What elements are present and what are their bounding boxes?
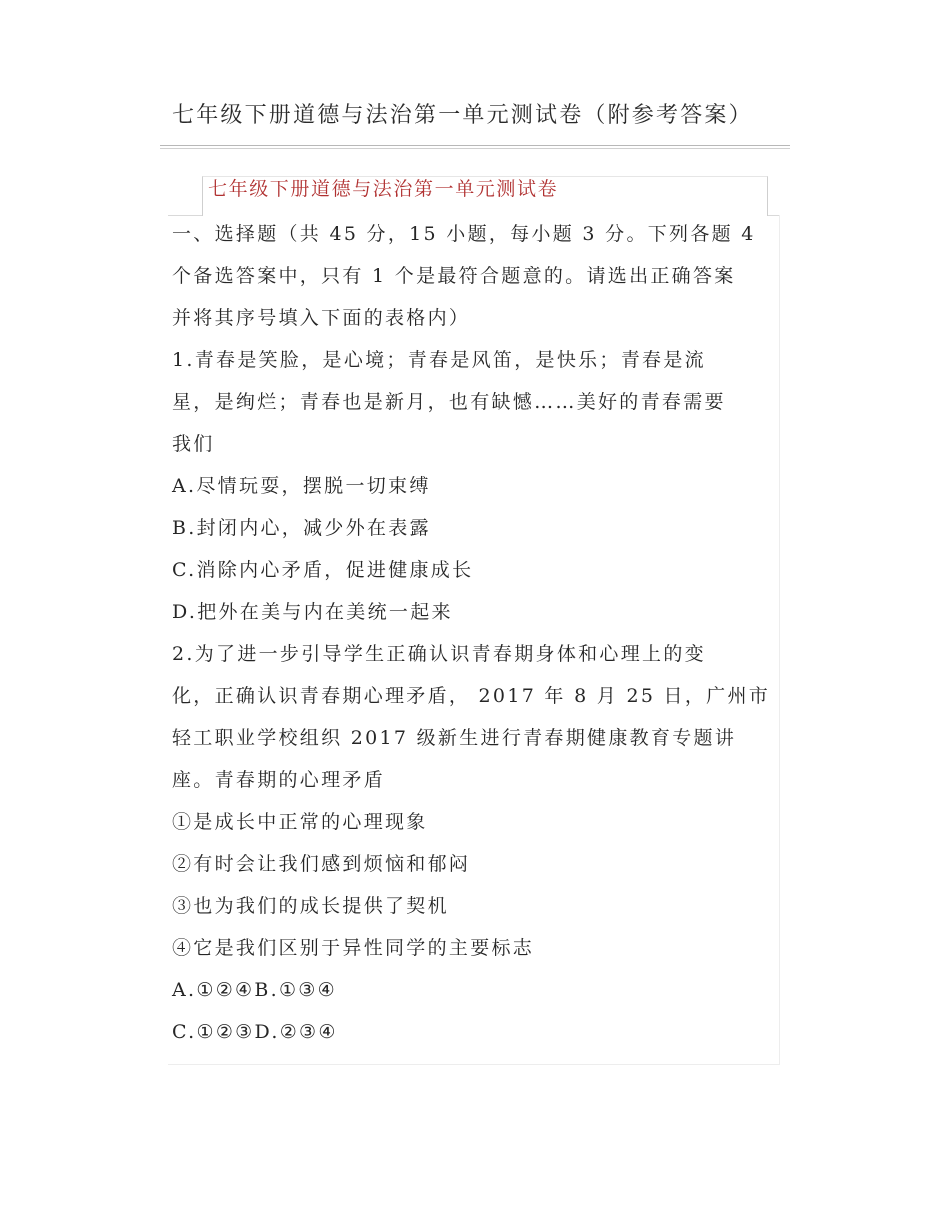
instruction-line: 并将其序号填入下面的表格内）	[172, 307, 471, 329]
question-2-statement-2: ②有时会让我们感到烦恼和郁闷	[172, 853, 471, 875]
question-2-stem: 化，正确认识青春期心理矛盾， 2017 年 8 月 25 日，广州市	[172, 685, 771, 707]
question-2-options-cd: C.①②③D.②③④	[172, 1021, 338, 1043]
question-1-stem: 星，是绚烂；青春也是新月，也有缺憾……美好的青春需要	[172, 391, 726, 413]
question-2-statement-4: ④它是我们区别于异性同学的主要标志	[172, 937, 535, 959]
title-divider	[160, 145, 790, 146]
document-title: 七年级下册道德与法治第一单元测试卷（附参考答案）	[172, 103, 753, 128]
question-2-stem: 座。青春期的心理矛盾	[172, 769, 386, 791]
question-1-option-b: B.封闭内心，减少外在表露	[172, 517, 431, 539]
question-1-option-c: C.消除内心矛盾，促进健康成长	[172, 559, 474, 581]
title-divider-secondary	[160, 148, 790, 149]
instruction-line: 一、选择题（共 45 分，15 小题，每小题 3 分。下列各题 4	[172, 223, 756, 245]
question-2-stem: 2.为了进一步引导学生正确认识青春期身体和心理上的变	[172, 643, 706, 665]
question-1-option-a: A.尽情玩耍，摆脱一切束缚	[172, 475, 431, 497]
question-1-stem: 1.青春是笑脸，是心境；青春是风笛，是快乐；青春是流	[172, 349, 706, 371]
question-2-statement-3: ③也为我们的成长提供了契机	[172, 895, 449, 917]
question-2-stem: 轻工职业学校组织 2017 级新生进行青春期健康教育专题讲	[172, 727, 737, 749]
question-2-statement-1: ①是成长中正常的心理现象	[172, 811, 428, 833]
question-body	[172, 213, 772, 1053]
question-1-stem: 我们	[172, 433, 215, 455]
question-1-option-d: D.把外在美与内在美统一起来	[172, 601, 453, 623]
section-title: 七年级下册道德与法治第一单元测试卷	[208, 178, 559, 200]
instruction-line: 个备选答案中，只有 1 个是最符合题意的。请选出正确答案	[172, 265, 736, 287]
question-2-options-ab: A.①②④B.①③④	[172, 979, 337, 1001]
